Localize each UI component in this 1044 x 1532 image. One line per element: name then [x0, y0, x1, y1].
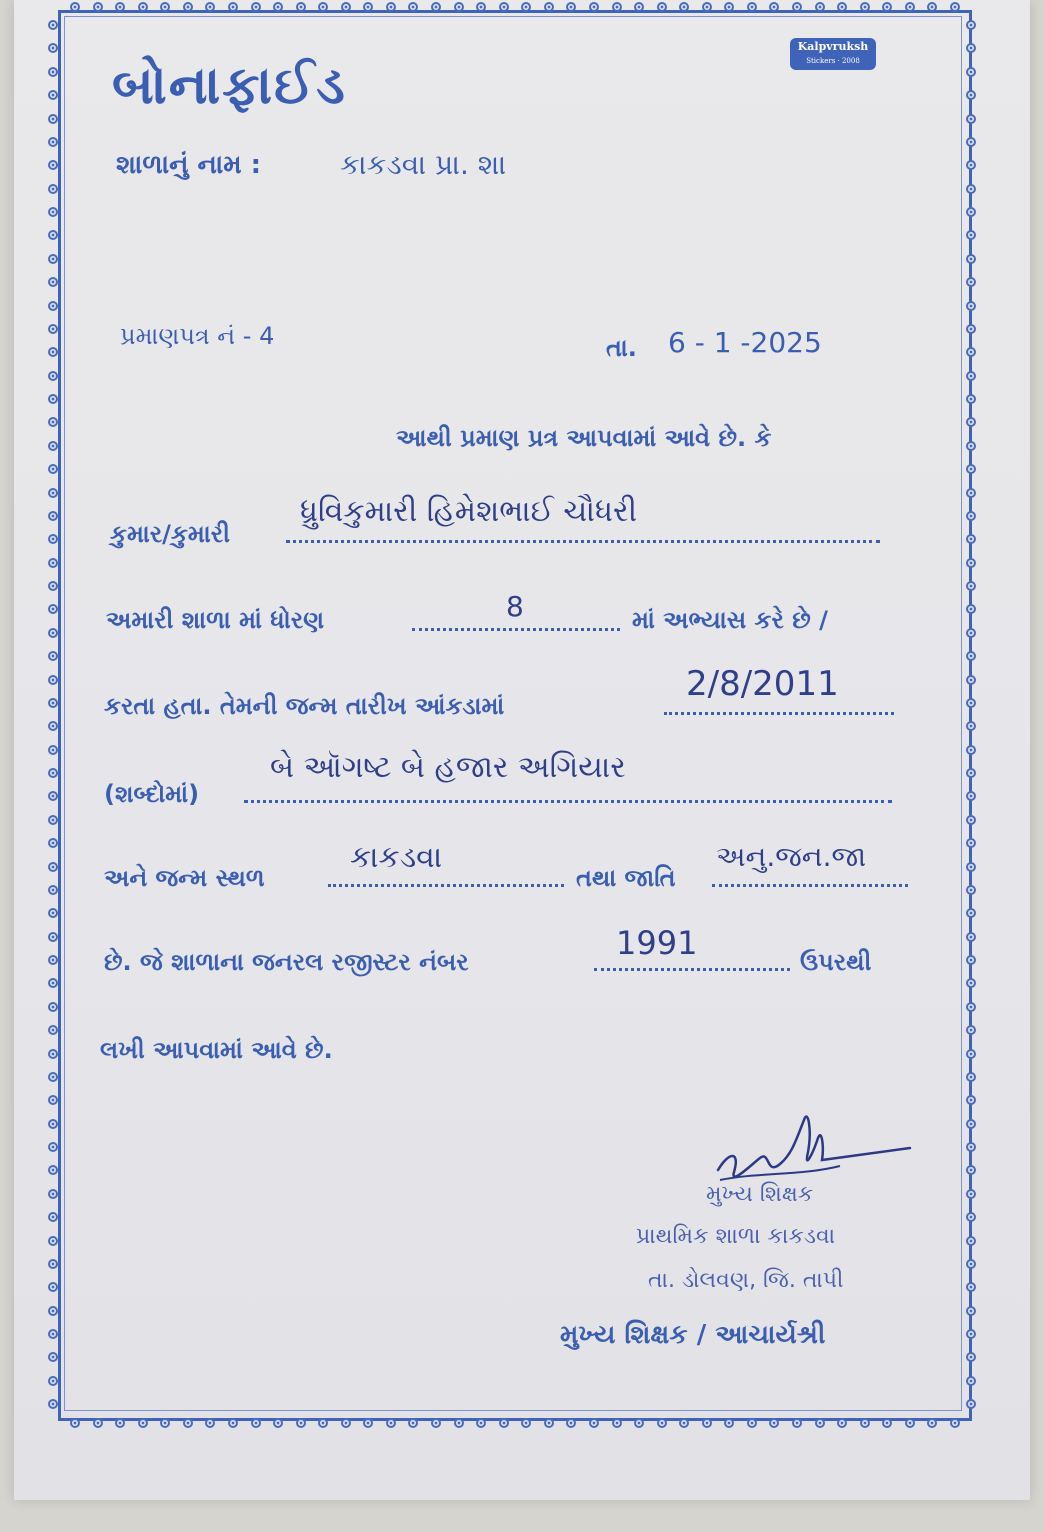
border-ornament [950, 2, 960, 12]
border-ornament [966, 1049, 976, 1059]
border-ornament [408, 2, 418, 12]
border-ornament [966, 534, 976, 544]
border-ornament [48, 441, 58, 451]
border-ornament [966, 1259, 976, 1269]
date-label: તા. [606, 334, 637, 362]
border-ornament [966, 1072, 976, 1082]
border-ornament [792, 1418, 802, 1428]
border-ornament [966, 160, 976, 170]
border-ornament [48, 1236, 58, 1246]
border-ornament [318, 1418, 328, 1428]
border-ornament [48, 1072, 58, 1082]
border-ornament [966, 815, 976, 825]
border-ornament [48, 1352, 58, 1362]
border-ornament [48, 324, 58, 334]
border-ornament [48, 651, 58, 661]
border-ornament [966, 441, 976, 451]
border-ornament [48, 628, 58, 638]
border-ornament [966, 114, 976, 124]
border-ornament [966, 885, 976, 895]
closing-text: લખી આપવામાં આવે છે. [100, 1036, 333, 1064]
border-ornament [363, 1418, 373, 1428]
border-ornament [408, 1418, 418, 1428]
border-ornament [966, 1306, 976, 1316]
border-ornament [612, 1418, 622, 1428]
border-ornament [966, 1142, 976, 1152]
border-ornament [48, 978, 58, 988]
border-ornament [48, 1399, 58, 1409]
border-ornament [48, 838, 58, 848]
border-ornament [499, 2, 509, 12]
border-ornament [747, 2, 757, 12]
border-ornament [228, 2, 238, 12]
border-ornament [966, 675, 976, 685]
border-ornament [966, 464, 976, 474]
border-ornament [950, 1418, 960, 1428]
border-ornament [48, 20, 58, 30]
border-ornament [138, 2, 148, 12]
border-ornament [679, 1418, 689, 1428]
border-ornament [48, 604, 58, 614]
border-ornament [634, 1418, 644, 1428]
border-ornament [860, 1418, 870, 1428]
border-ornament [48, 1259, 58, 1269]
border-ornament [966, 651, 976, 661]
certificate-number: પ્રમાણપત્ર નં - 4 [120, 322, 275, 350]
border-ornament [966, 862, 976, 872]
border-ornament [48, 277, 58, 287]
school-name-value: કાકડવા પ્રા. શા [340, 148, 507, 181]
border-ornament [612, 2, 622, 12]
border-ornament [318, 2, 328, 12]
border-ornament [48, 558, 58, 568]
border-decoration-top [70, 2, 960, 12]
brand-logo-sub: Stickers · 2008 [806, 57, 860, 65]
border-ornament [966, 1399, 976, 1409]
border-ornament [966, 1329, 976, 1339]
border-ornament [837, 2, 847, 12]
border-ornament [48, 1306, 58, 1316]
border-ornament [860, 2, 870, 12]
border-ornament [48, 862, 58, 872]
border-ornament [48, 488, 58, 498]
border-ornament [966, 277, 976, 287]
intro-text: આથી પ્રમાણ પ્રત્ર આપવામાં આવે છે. કે [396, 424, 772, 452]
border-ornament [454, 2, 464, 12]
border-ornament [566, 1418, 576, 1428]
border-ornament [966, 955, 976, 965]
border-ornament [966, 791, 976, 801]
birthplace-value: કાકડવા [350, 840, 443, 875]
border-ornament [966, 721, 976, 731]
border-ornament [48, 955, 58, 965]
standard-suffix: માં અભ્યાસ કરે છે / [632, 606, 828, 634]
border-ornament [966, 43, 976, 53]
border-ornament [48, 347, 58, 357]
border-ornament [93, 1418, 103, 1428]
border-ornament [48, 371, 58, 381]
border-ornament [93, 2, 103, 12]
border-ornament [966, 347, 976, 357]
border-ornament [544, 2, 554, 12]
border-ornament [966, 417, 976, 427]
border-ornament [966, 1165, 976, 1175]
border-ornament [966, 67, 976, 77]
standard-value: 8 [506, 590, 524, 623]
border-ornament [966, 371, 976, 381]
border-ornament [566, 2, 576, 12]
border-ornament [966, 698, 976, 708]
border-ornament [48, 207, 58, 217]
register-dotted-line [594, 968, 790, 971]
border-ornament [48, 885, 58, 895]
border-ornament [966, 1025, 976, 1035]
border-ornament [966, 1212, 976, 1222]
border-ornament [48, 1142, 58, 1152]
date-value: 6 - 1 -2025 [668, 326, 822, 359]
border-ornament [48, 768, 58, 778]
border-ornament [48, 254, 58, 264]
dob-label: કરતા હતા. તેમની જન્મ તારીખ આંકડામાં [104, 692, 505, 720]
border-decoration-bottom [70, 1418, 960, 1428]
border-ornament [273, 1418, 283, 1428]
border-ornament [48, 1376, 58, 1386]
dob-words-value: બે ઑગષ્ટ બે હજાર અગિયાર [270, 750, 626, 785]
brand-logo [790, 38, 876, 70]
border-ornament [905, 1418, 915, 1428]
border-ornament [48, 1329, 58, 1339]
border-ornament [48, 43, 58, 53]
border-ornament [966, 20, 976, 30]
name-label: કુમાર/કુમારી [110, 520, 230, 548]
border-ornament [138, 1418, 148, 1428]
border-ornament [341, 1418, 351, 1428]
dob-dotted-line [664, 712, 894, 715]
border-ornament [48, 1049, 58, 1059]
caste-dotted-line [712, 884, 908, 887]
border-ornament [927, 2, 937, 12]
border-decoration-left [48, 20, 58, 1410]
border-ornament [48, 90, 58, 100]
birthplace-label: અને જન્મ સ્થળ [104, 864, 265, 892]
border-ornament [48, 67, 58, 77]
border-ornament [499, 1418, 509, 1428]
border-ornament [48, 675, 58, 685]
border-ornament [792, 2, 802, 12]
border-ornament [205, 2, 215, 12]
border-ornament [48, 417, 58, 427]
border-ornament [966, 1119, 976, 1129]
border-ornament [386, 2, 396, 12]
register-suffix: ઉપરથી [800, 948, 872, 976]
border-ornament [966, 394, 976, 404]
border-ornament [48, 464, 58, 474]
standard-label: અમારી શાળા માં ધોરણ [106, 606, 325, 634]
border-ornament [966, 184, 976, 194]
border-ornament [724, 1418, 734, 1428]
border-ornament [966, 137, 976, 147]
border-ornament [48, 114, 58, 124]
border-ornament [966, 1002, 976, 1012]
border-ornament [160, 1418, 170, 1428]
school-name-label: શાળાનું નામ : [116, 150, 262, 180]
border-ornament [702, 2, 712, 12]
border-ornament [815, 2, 825, 12]
border-ornament [48, 184, 58, 194]
border-ornament [48, 1189, 58, 1199]
border-ornament [48, 791, 58, 801]
border-ornament [48, 511, 58, 521]
border-ornament [386, 1418, 396, 1428]
border-ornament [769, 1418, 779, 1428]
border-ornament [476, 2, 486, 12]
border-ornament [48, 1025, 58, 1035]
border-ornament [48, 1282, 58, 1292]
border-ornament [476, 1418, 486, 1428]
border-ornament [48, 815, 58, 825]
border-ornament [966, 1352, 976, 1362]
border-ornament [657, 2, 667, 12]
border-ornament [454, 1418, 464, 1428]
border-ornament [251, 2, 261, 12]
border-ornament [48, 137, 58, 147]
border-ornament [341, 2, 351, 12]
border-ornament [205, 1418, 215, 1428]
border-ornament [521, 1418, 531, 1428]
border-ornament [634, 2, 644, 12]
border-ornament [544, 1418, 554, 1428]
caste-value: અનુ.જન.જા [716, 840, 867, 873]
border-ornament [70, 1418, 80, 1428]
border-ornament [48, 394, 58, 404]
border-ornament [966, 324, 976, 334]
border-ornament [966, 768, 976, 778]
border-ornament [657, 1418, 667, 1428]
border-ornament [724, 2, 734, 12]
signatory-label: મુખ્ય શિક્ષક / આચાર્યશ્રી [560, 1320, 826, 1350]
dob-words-label: (શબ્દોમાં) [104, 780, 200, 808]
border-ornament [273, 2, 283, 12]
border-ornament [837, 1418, 847, 1428]
border-ornament [251, 1418, 261, 1428]
border-ornament [48, 1212, 58, 1222]
border-ornament [183, 1418, 193, 1428]
register-label: છે. જે શાળાના જનરલ રજીસ્ટર નંબર [104, 948, 469, 976]
border-ornament [431, 2, 441, 12]
border-ornament [431, 1418, 441, 1428]
border-ornament [747, 1418, 757, 1428]
border-ornament [966, 932, 976, 942]
border-ornament [815, 1418, 825, 1428]
border-ornament [966, 628, 976, 638]
border-ornament [48, 908, 58, 918]
border-ornament [966, 488, 976, 498]
border-ornament [966, 1236, 976, 1246]
dob-value: 2/8/2011 [686, 664, 839, 704]
border-ornament [48, 230, 58, 240]
border-ornament [48, 1002, 58, 1012]
border-ornament [48, 698, 58, 708]
border-ornament [183, 2, 193, 12]
border-ornament [927, 1418, 937, 1428]
border-ornament [966, 1095, 976, 1105]
border-ornament [48, 1119, 58, 1129]
border-ornament [115, 1418, 125, 1428]
border-ornament [702, 1418, 712, 1428]
border-ornament [966, 908, 976, 918]
border-ornament [48, 745, 58, 755]
border-ornament [48, 160, 58, 170]
caste-label: તથા જાતિ [576, 864, 676, 892]
border-ornament [966, 838, 976, 848]
border-ornament [966, 604, 976, 614]
border-ornament [589, 1418, 599, 1428]
stamp-line-3: તા. ડોલવણ, જિ. તાપી [648, 1268, 844, 1293]
dob-words-dotted-line [244, 800, 892, 803]
border-ornament [48, 1165, 58, 1175]
border-ornament [882, 1418, 892, 1428]
student-name: ધ્રુવિકુમારી હિમેશભાઈ ચૌધરી [300, 494, 638, 529]
border-ornament [966, 558, 976, 568]
border-ornament [70, 2, 80, 12]
border-ornament [48, 721, 58, 731]
brand-logo-name: Kalpvruksh [797, 40, 869, 53]
border-ornament [966, 581, 976, 591]
border-decoration-right [966, 20, 976, 1410]
border-ornament [115, 2, 125, 12]
stamp-line-2: પ્રાથમિક શાળા કાકડવા [636, 1224, 836, 1249]
border-ornament [296, 2, 306, 12]
register-number: 1991 [616, 924, 698, 962]
border-ornament [966, 90, 976, 100]
border-ornament [769, 2, 779, 12]
border-ornament [521, 2, 531, 12]
border-ornament [48, 932, 58, 942]
stamp-line-1: મુખ્ય શિક્ષક [706, 1182, 814, 1207]
certificate-title: બોનાફાઈડ [112, 56, 347, 116]
border-ornament [966, 301, 976, 311]
border-ornament [296, 1418, 306, 1428]
border-ornament [228, 1418, 238, 1428]
border-ornament [966, 1189, 976, 1199]
border-ornament [905, 2, 915, 12]
border-ornament [966, 978, 976, 988]
birthplace-dotted-line [328, 884, 564, 887]
border-ornament [160, 2, 170, 12]
border-ornament [48, 534, 58, 544]
border-ornament [882, 2, 892, 12]
border-ornament [48, 1095, 58, 1105]
border-ornament [966, 1282, 976, 1292]
name-dotted-line [286, 540, 880, 543]
border-ornament [966, 207, 976, 217]
border-ornament [966, 1376, 976, 1386]
border-ornament [966, 511, 976, 521]
border-ornament [966, 745, 976, 755]
border-ornament [48, 581, 58, 591]
border-ornament [966, 230, 976, 240]
border-ornament [966, 254, 976, 264]
border-ornament [589, 2, 599, 12]
border-ornament [363, 2, 373, 12]
standard-dotted-line [412, 628, 620, 631]
border-ornament [679, 2, 689, 12]
border-ornament [48, 301, 58, 311]
